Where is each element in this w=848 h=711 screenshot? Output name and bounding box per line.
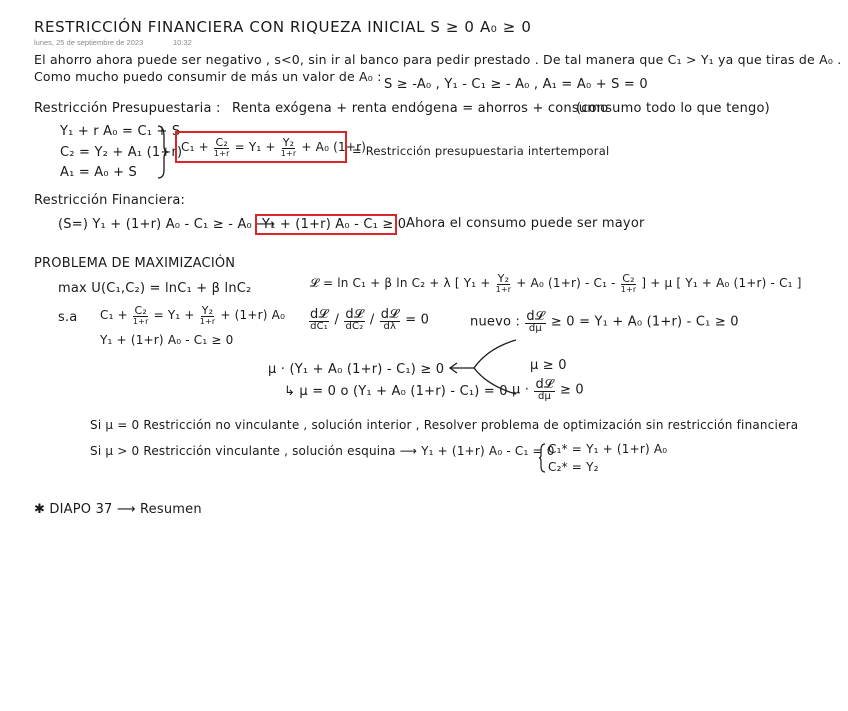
budget-eq-1: Y₁ + r A₀ = C₁ + S: [60, 124, 181, 139]
first-order-conditions: $\frac{\text{d𝓛}}{\text{dC₁}}$ / $\frac{\text{d𝓛}}{\text{dC₂}}$ / $\frac{\text{d𝓛}}{d\lambda}$ = 0: [310, 307, 430, 332]
solution-c1: C₁* = Y₁ + (1+r) A₀: [548, 442, 668, 456]
financial-boxed: Y₁ + (1+r) A₀ - C₁ ≥ 0: [262, 217, 407, 232]
case-mu-positive: Si μ > 0 Restricción vinculante , solución esquina ⟶ Y₁ + (1+r) A₀ - C₁ = 0: [90, 444, 555, 458]
note-time: 10:32: [173, 38, 192, 47]
intertemporal-label: = Restricción presupuestaria intertemporal: [352, 144, 610, 158]
branch-arrow-icon: [448, 338, 518, 396]
intro-conditions: S ≥ -A₀ , Y₁ - C₁ ≥ - A₀ , A₁ = A₀ + S = 0: [384, 77, 648, 92]
complementary-cases: ↳ μ = 0 o (Y₁ + A₀ (1+r) - C₁) = 0: [284, 384, 508, 399]
brace-icon: [156, 124, 168, 180]
problem-st: s.a: [58, 310, 78, 325]
financial-lhs: (S=) Y₁ + (1+r) A₀ - C₁ ≥ - A₀ ⟶: [58, 217, 276, 232]
budget-eq-3: A₁ = A₀ + S: [60, 165, 137, 180]
budget-label: Restricción Presupuestaria :: [34, 101, 221, 116]
solution-brace-icon: [538, 443, 546, 473]
budget-note: (consumo todo lo que tengo): [576, 101, 770, 116]
problem-constraint-2: Y₁ + (1+r) A₀ - C₁ ≥ 0: [100, 333, 234, 347]
note-date: lunes, 25 de septiembre de 2023: [34, 38, 144, 47]
complementary-slackness: μ · (Y₁ + A₀ (1+r) - C₁) ≥ 0: [268, 362, 445, 377]
page-title: RESTRICCIÓN FINANCIERA CON RIQUEZA INICIAL S ≥ 0 A₀ ≥ 0: [34, 18, 532, 36]
problem-label: PROBLEMA DE MAXIMIZACIÓN: [34, 256, 236, 271]
solution-c2: C₂* = Y₂: [548, 460, 599, 474]
financial-note: Ahora el consumo puede ser mayor: [406, 216, 645, 231]
case-mu-zero: Si μ = 0 Restricción no vinculante , solución interior , Resolver problema de optimización sin restricción financiera: [90, 418, 799, 432]
intro-line-2: Como mucho puedo consumir de más un valor de A₀ :: [34, 69, 382, 84]
mu-nonnegative: μ ≥ 0: [530, 358, 567, 373]
problem-constraint-1: C₁ + $\frac{\text{C₂}}{1+r}$ = Y₁ + $\frac{\text{Y₂}}{1+r}$ + (1+r) A₀: [100, 303, 286, 326]
new-condition: nuevo : $\frac{\text{d𝓛}}{d\mu}$ ≥ 0 = Y₁ + A₀ (1+r) - C₁ ≥ 0: [470, 309, 739, 334]
problem-objective: max U(C₁,C₂) = lnC₁ + β lnC₂: [58, 281, 252, 296]
mu-derivative-condition: μ · $\frac{\text{d𝓛}}{d\mu}$ ≥ 0: [512, 377, 584, 402]
footer-note: ✱ DIAPO 37 ⟶ Resumen: [34, 502, 202, 517]
lagrangian: 𝓛 = ln C₁ + β ln C₂ + λ [ Y₁ + $\frac{\text{Y₂}}{1+r}$ + A₀ (1+r) - C₁ - $\frac{\text{C₂}}{1+r}$ ] + μ [ Y₁ + A₀ (1+r) - C₁ ]: [310, 271, 802, 294]
budget-equation: Renta exógena + renta endógena = ahorros + consumo: [232, 101, 609, 116]
budget-eq-2: C₂ = Y₂ + A₁ (1+r): [60, 145, 183, 160]
intertemporal-equation: C₁ + $\frac{\text{C₂}}{1+r}$ = Y₁ + $\frac{\text{Y₂}}{1+r}$ + A₀ (1+r): [181, 135, 367, 158]
intro-line-1: El ahorro ahora puede ser negativo , s<0, sin ir al banco para pedir prestado . De tal manera que C₁ > Y₁ ya que tiras de A₀ .: [34, 52, 842, 67]
financial-label: Restricción Financiera:: [34, 193, 186, 208]
